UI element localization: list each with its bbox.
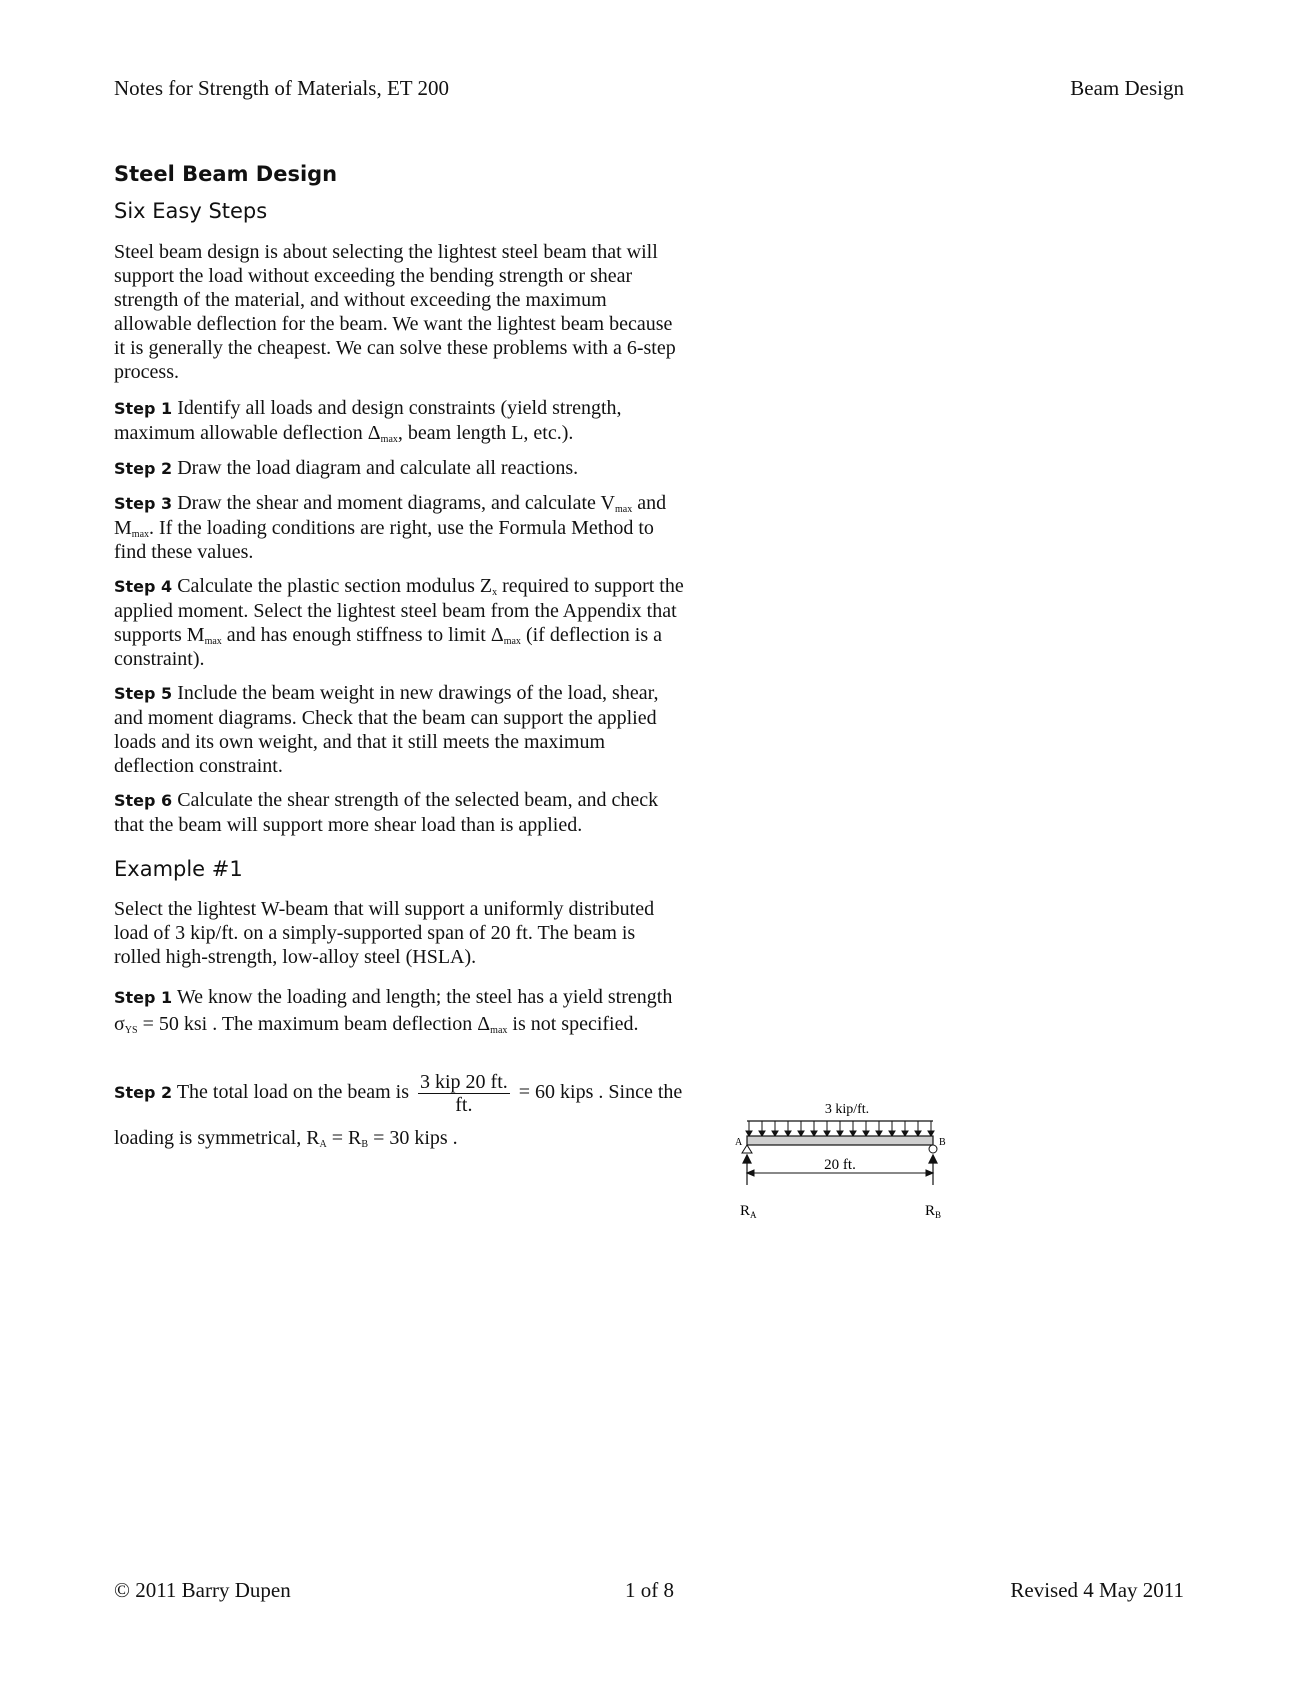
reaction-a-label: $R_A$ — [740, 1203, 757, 1220]
step-label: Step 4 — [114, 577, 173, 596]
step-text: . If the loading conditions are right, use the Formula Method to find these values. — [114, 517, 654, 563]
step-text: = R — [326, 1126, 362, 1149]
step-text: We know the loading and length; the steel has a yield strength σ — [114, 986, 673, 1035]
step-text: Include the beam weight in new drawings of the load, shear, and moment diagrams. Check that the beam can support the applied loads and its own weight, and that it still meets the maximum deflection constraint. — [114, 682, 659, 777]
example-title: Example #1 — [114, 857, 243, 881]
subscript: max — [615, 504, 633, 515]
step-2 — [114, 456, 684, 481]
footer-revision-date: Revised 4 May 2011 — [1010, 1578, 1184, 1602]
roller-support-b — [929, 1145, 937, 1153]
span-label: 20 ft. — [824, 1157, 856, 1173]
step-text: Draw the load diagram and calculate all reactions. — [172, 457, 579, 479]
step-text: Calculate the plastic section modulus Z — [172, 575, 493, 597]
example-step-1 — [114, 984, 684, 1037]
step-label: Step 2 — [114, 459, 173, 478]
step-text: , beam length L, etc.). — [397, 422, 574, 444]
step-text: is not specified. — [507, 1013, 639, 1035]
header-course-title: Notes for Strength of Materials, ET 200 — [114, 76, 449, 100]
step-5 — [114, 681, 684, 778]
fraction-numerator: 3 kip 20 ft. — [419, 1070, 508, 1093]
step-3 — [114, 491, 684, 564]
intro-paragraph-wrap — [114, 240, 684, 384]
example-intro-wrap — [114, 897, 684, 969]
step-text: = 60 kips . Since the loading is symmetrical, R — [114, 1081, 683, 1149]
subscript: A — [319, 1138, 327, 1150]
subscript: max — [204, 636, 222, 647]
step-1 — [114, 396, 684, 445]
subscript: max — [380, 434, 398, 445]
beam — [747, 1136, 933, 1145]
header-chapter-title: Beam Design — [1070, 76, 1184, 100]
step-text: Identify all loads and design constraints (yield strength, maximum allowable deflection Δ — [114, 397, 622, 444]
step-text: = 50 ksi . The maximum beam deflection Δ — [137, 1013, 491, 1035]
subscript: x — [492, 587, 498, 598]
subscript: max — [131, 529, 150, 540]
example-title-wrap — [114, 857, 684, 881]
section-title — [114, 162, 684, 186]
point-b-label: B — [939, 1137, 946, 1148]
page-title: Steel Beam Design — [114, 162, 338, 186]
footer-page-number: 1 of 8 — [625, 1578, 674, 1602]
step-label: Step 1 — [114, 399, 173, 418]
step-text: Draw the shear and moment diagrams, and calculate V — [172, 492, 615, 514]
subscript: max — [503, 636, 521, 647]
subscript: B — [361, 1138, 369, 1150]
step-label: Step 3 — [114, 494, 173, 513]
step-text: required to support the applied moment. Select the lightest steel beam from the Appendix that supports M — [114, 575, 684, 646]
pin-support-a — [742, 1145, 752, 1153]
step-text: and has enough stiffness to limit Δ — [221, 624, 504, 646]
point-a-label: A — [735, 1137, 743, 1148]
subscript: max — [490, 1025, 508, 1036]
step-6 — [114, 788, 684, 837]
example-step-2 — [114, 1070, 684, 1160]
reaction-b-label: $R_B$ — [925, 1203, 942, 1220]
step-label: Step 1 — [114, 988, 173, 1007]
step-text: = 30 kips . — [368, 1126, 458, 1149]
example-intro: Select the lightest W-beam that will support a uniformly distributed load of 3 kip/ft. on a simply-supported span of 20 ft. The beam is rolled high-strength, low-alloy steel (HSLA). — [114, 898, 655, 968]
section-subtitle: Six Easy Steps — [114, 199, 268, 223]
reaction-arrow-b — [929, 1155, 937, 1185]
step-text: (if deflection is a constraint). — [114, 624, 662, 670]
intro-paragraph: Steel beam design is about selecting the lightest steel beam that will support the load without exceeding the bending strength or shear strength of the material, and without exceeding the maximum allowable deflection for the beam. We want the lightest beam because it is generally the cheapest. We can solve these problems with a 6-step process. — [114, 241, 676, 383]
load-fraction — [418, 1071, 510, 1116]
section-subtitle-wrap — [114, 199, 684, 223]
step-text: Calculate the shear strength of the selected beam, and check that the beam will support more shear load than is applied. — [114, 789, 659, 836]
beam-load-diagram — [725, 1095, 970, 1235]
fraction-denominator: ft. — [455, 1093, 473, 1116]
step-text: and M — [114, 492, 667, 539]
step-4 — [114, 574, 684, 671]
distributed-load-arrows — [746, 1121, 934, 1136]
step-label: Step 6 — [114, 791, 173, 810]
step-text: The total load on the beam is — [172, 1081, 414, 1103]
step-label: Step 2 — [114, 1083, 173, 1102]
step-label: Step 5 — [114, 684, 173, 703]
subscript: YS — [124, 1025, 138, 1036]
footer-copyright: © 2011 Barry Dupen — [114, 1578, 291, 1602]
reaction-arrow-a — [743, 1155, 751, 1185]
load-label: 3 kip/ft. — [824, 1102, 870, 1117]
